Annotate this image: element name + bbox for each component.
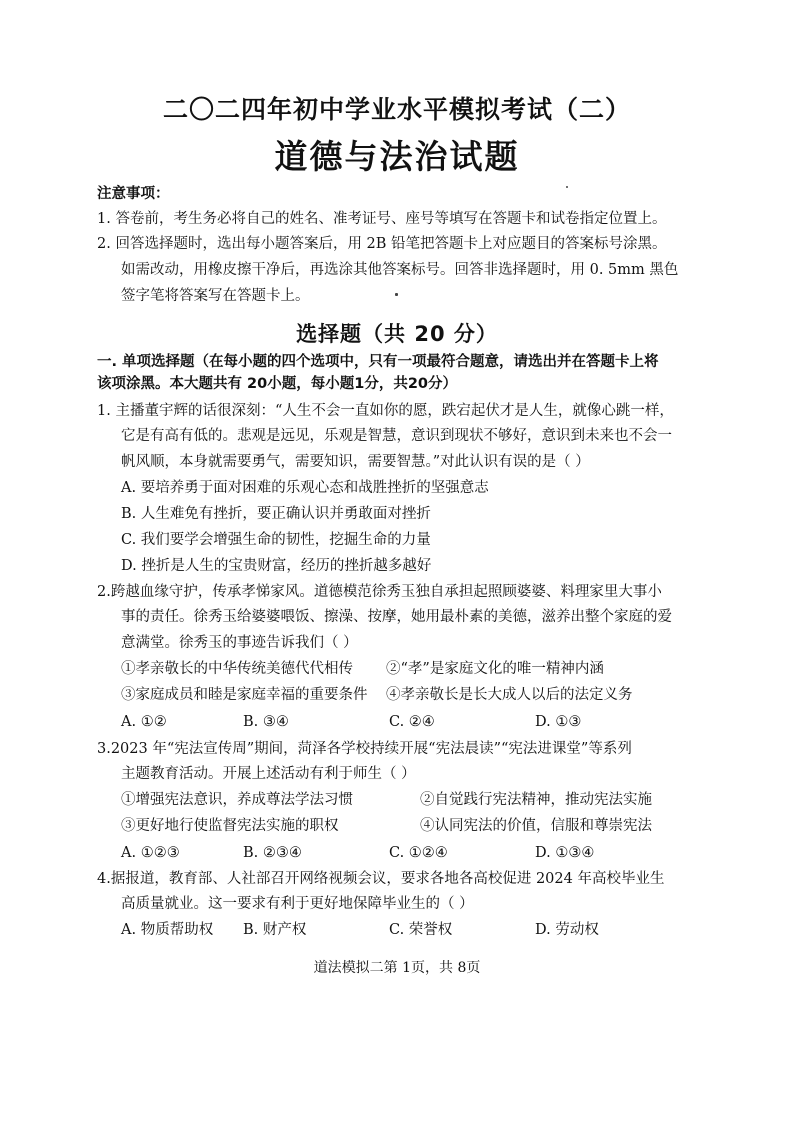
note-line: 如需改动，用橡皮擦干净后，再选涂其他答案标号。回答非选择题时，用 0. 5mm 黑色 (121, 262, 679, 278)
subject-title: 道德与法治试题 (274, 137, 520, 176)
note-line: 2. 回答选择题时，选出每小题答案后，用 2B 铅笔把答题卡上对应题目的答案标号涂黑。 (97, 236, 667, 252)
statement-3: ③家庭成员和睦是家庭幸福的重要条件 (121, 687, 368, 703)
question-stem: 1. 主播董宇辉的话很深刻：“人生不会一直如你的愿，跌宕起伏才是人生，就像心跳一样， (97, 403, 674, 419)
section-title: 选择题（共 20 分） (296, 322, 498, 346)
option-d: D. ①③ (535, 714, 582, 730)
scan-speck (395, 293, 398, 296)
option-b: B. 财产权 (243, 922, 307, 938)
option-c: C. 我们要学会增强生命的韧性，挖掘生命的力量 (121, 532, 431, 548)
option-b: B. 人生难免有挫折，要正确认识并勇敢面对挫折 (121, 506, 431, 522)
question-stem: 高质量就业。这一要求有利于更好地保障毕业生的（ ） (121, 896, 474, 912)
question-stem: 意满堂。徐秀玉的事迹告诉我们（ ） (121, 635, 358, 651)
question-stem: 它是有高有低的。悲观是远见，乐观是智慧，意识到现状不够好，意识到未来也不会一 (121, 428, 672, 444)
note-line: 签字笔将答案写在答题卡上。 (121, 288, 310, 304)
option-a: A. ①② (121, 714, 167, 730)
question-stem: 帆风顺，本身就需要勇气，需要知识，需要智慧。”对此认识有误的是（ ） (121, 454, 590, 470)
option-c: C. ②④ (389, 714, 435, 730)
section-instruction: 一. 单项选择题（在每小题的四个选项中，只有一项最符合题意，请选出并在答题卡上将 (97, 354, 659, 370)
option-b: B. ③④ (243, 714, 289, 730)
note-line: 1. 答卷前，考生务必将自己的姓名、准考证号、座号等填写在答题卡和试卷指定位置上。 (97, 211, 667, 227)
notes-heading: 注意事项： (97, 186, 170, 202)
statement-4: ④孝亲敬长是长大成人以后的法定义务 (386, 687, 633, 703)
question-stem: 事的责任。徐秀玉给婆婆喂饭、擦澡、按摩，她用最朴素的美德，滋养出整个家庭的爱 (121, 609, 672, 625)
question-stem: 4.据报道，教育部、人社部召开网络视频会议，要求各地各高校促进 2024 年高校毕业生 (97, 871, 665, 887)
option-b: B. ②③④ (243, 845, 302, 861)
exam-title: 二〇二四年初中学业水平模拟考试（二） (162, 95, 631, 124)
statement-1: ①增强宪法意识，养成尊法学法习惯 (121, 792, 353, 808)
statement-2: ②“孝”是家庭文化的唯一精神内涵 (386, 661, 604, 677)
option-c: C. ①②④ (389, 845, 448, 861)
statement-4: ④认同宪法的价值，信服和尊崇宪法 (420, 818, 652, 834)
question-stem: 主题教育活动。开展上述活动有利于师生（ ） (121, 766, 416, 782)
statement-2: ②自觉践行宪法精神，推动宪法实施 (420, 792, 652, 808)
option-d: D. 劳动权 (535, 922, 599, 938)
scan-speck (566, 186, 568, 188)
option-a: A. 物质帮助权 (121, 922, 214, 938)
section-instruction: 该项涂黑。本大题共有 20小题，每小题1分，共20分） (97, 376, 457, 392)
option-d: D. 挫折是人生的宝贵财富，经历的挫折越多越好 (121, 558, 432, 574)
option-d: D. ①③④ (535, 845, 595, 861)
option-a: A. 要培养勇于面对困难的乐观心态和战胜挫折的坚强意志 (121, 480, 489, 496)
option-a: A. ①②③ (121, 845, 180, 861)
page-footer: 道法模拟二第 1页，共 8页 (313, 960, 481, 976)
statement-1: ①孝亲敬长的中华传统美德代代相传 (121, 661, 353, 677)
option-c: C. 荣誉权 (389, 922, 453, 938)
question-stem: 3.2023 年“宪法宣传周”期间，菏泽各学校持续开展“宪法晨读”“宪法进课堂”等系列 (97, 741, 632, 757)
question-stem: 2.跨越血缘守护，传承孝悌家风。道德模范徐秀玉独自承担起照顾婆婆、料理家里大事小 (97, 584, 662, 600)
statement-3: ③更好地行使监督宪法实施的职权 (121, 818, 339, 834)
